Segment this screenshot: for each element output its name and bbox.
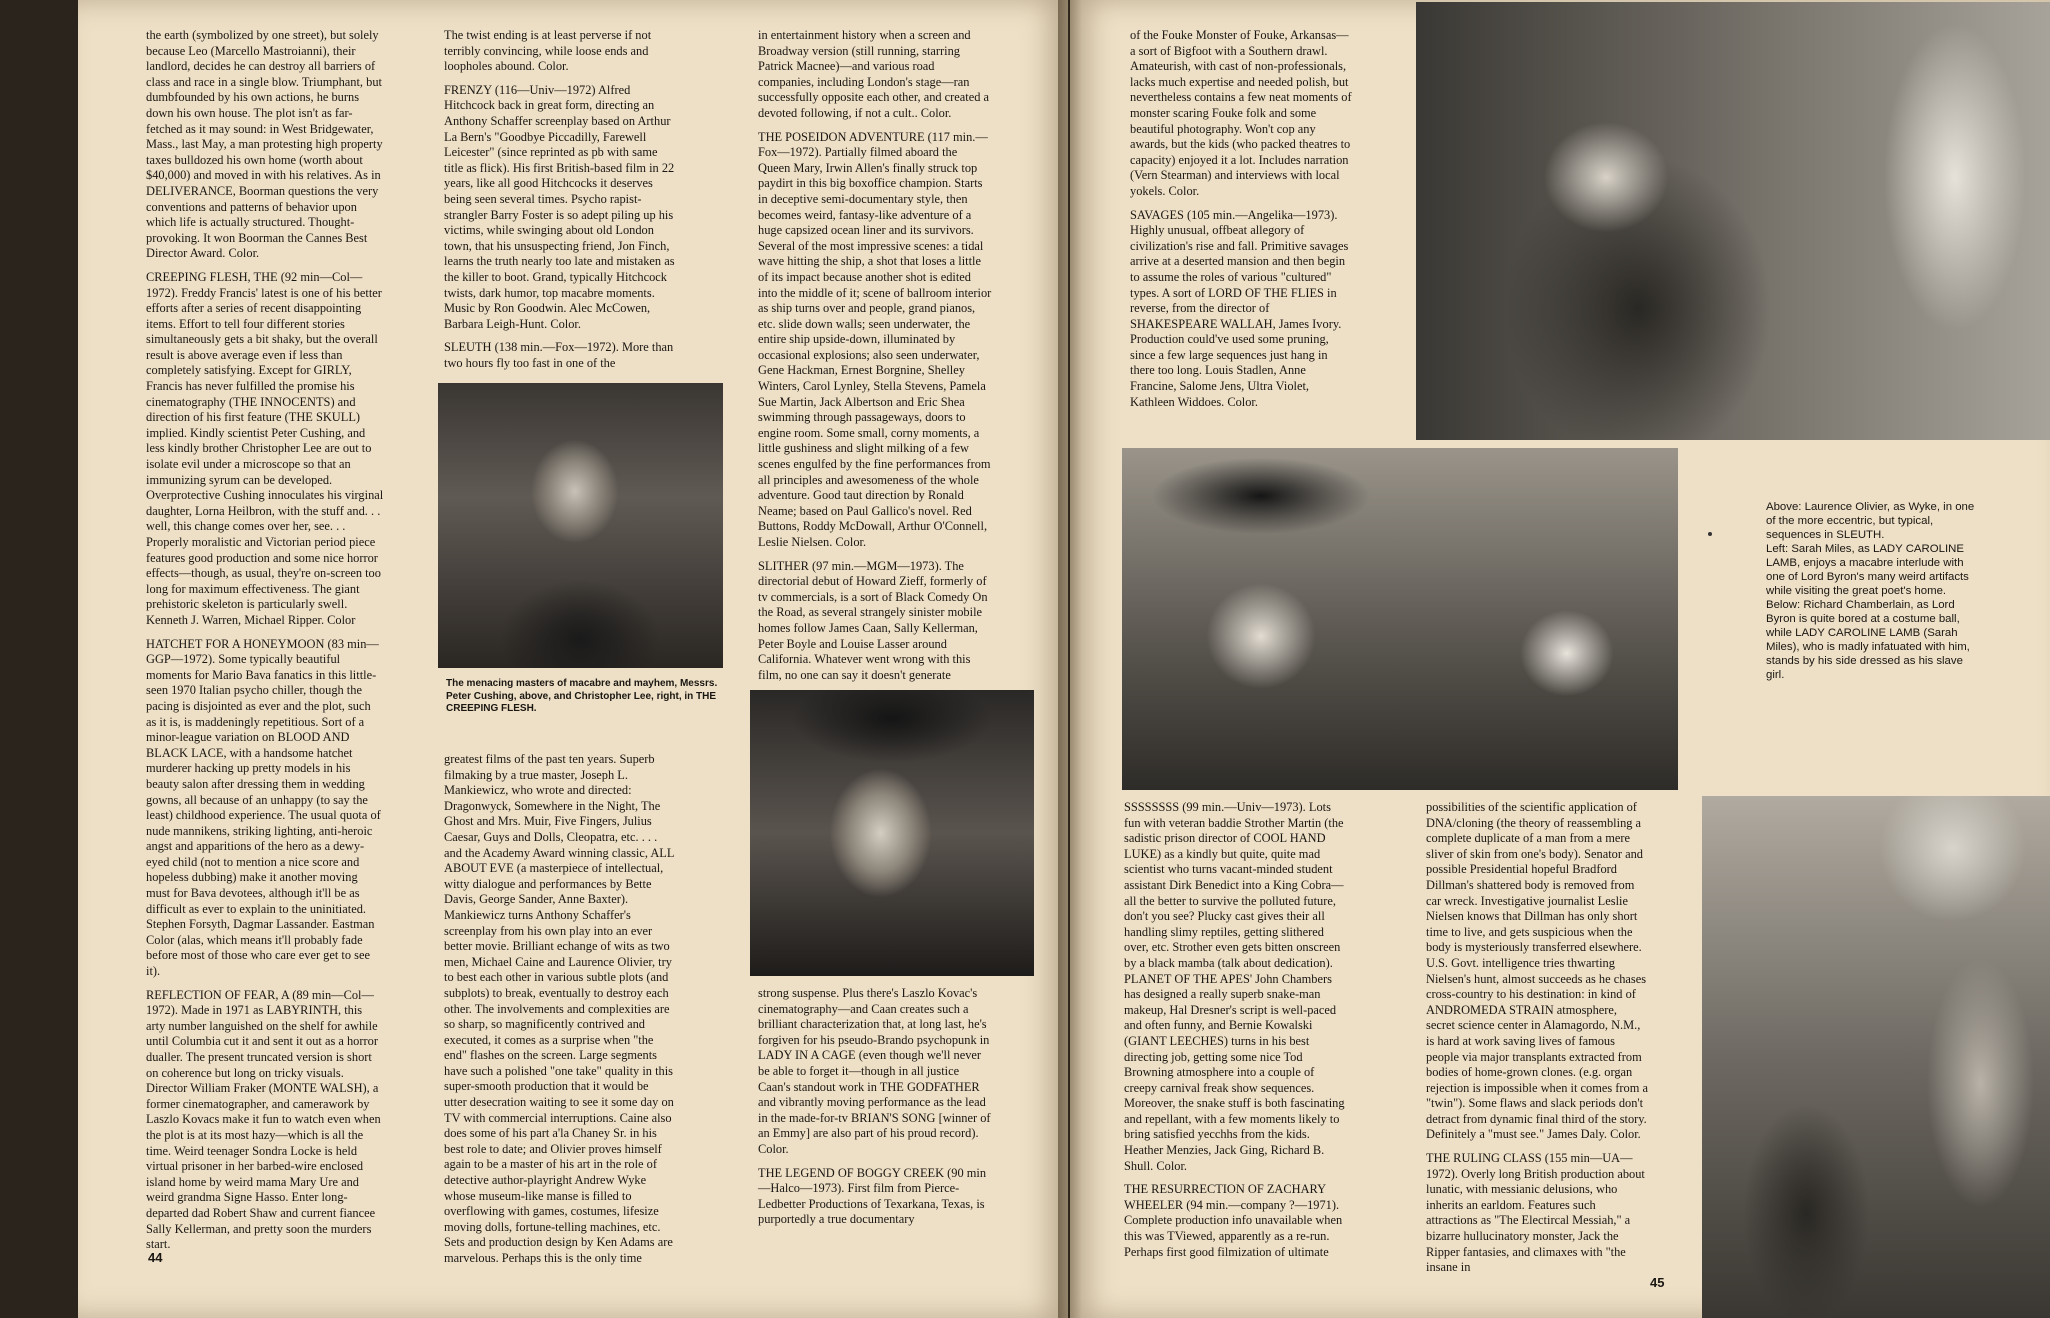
right-column-1-bottom — [1124, 800, 1346, 1268]
review-ruling-class: THE RULING CLASS (155 min—UA—1972). Overly long British production about lunatic, with messianic delusions, who inherits an earldom. Features such attractions as "The Electircal Messiah," a bizarre hullucinatory monster, Jack the Ripper fantasies, and climaxes with "the insane in — [1426, 1151, 1645, 1275]
review-ssssssss: SSSSSSSS (99 min.—Univ—1973). Lots fun with veteran baddie Strother Martin (the sadistic prison director of COOL HAND LUKE) as a kindly but quite, quite mad scientist who turns vacant-minded student assistant Dirk Benedict into a King Cobra—all the better to survive the polluted future, don't you see? Plucky cast gives their all handling slimy reptiles, getting slithered over, etc. Strother even gets bitten onscreen by a black mamba (talk about dedication). PLANET OF THE APES' John Chambers has designed a really superb snake-man makeup, Hal Dresner's script is well-paced and often funny, and Bernie Kowalski (GIANT LEECHES) turns in his best directing job, getting some nice Tod Browning atmosphere into a couple of creepy carnival freak show sequences. Moreover, the snake stuff is both fascinating and repellant, with a few moments likely to bring satisfied yecchhs from the kids. Heather Menzies, Jack Ging, Richard B. Shull. Color. — [1124, 800, 1345, 1173]
right-column-2-bottom — [1426, 800, 1648, 1284]
review-text: The twist ending is at least perverse if not terribly convincing, while loose ends and loopholes abound. Color. — [444, 28, 652, 74]
caption-above: Above: Laurence Olivier, as Wyke, in one of the more eccentric, but typical, sequences in SLEUTH. — [1766, 501, 1975, 541]
review-boggy-creek-continued: of the Fouke Monster of Fouke, Arkansas—a sort of Bigfoot with a Southern drawl. Amateurish, with cast of non-professionals, lacks much expertise and needed polish, but nevertheless contains a few neat moments of monster scaring Fouke folk and some beautiful photography. Won't cop any awards, but the kids (who packed theatres to capacity) enjoyed it a lot. Includes narration (Vern Stearman) and interviews with local yokels. Color. — [1130, 28, 1352, 198]
bullet-mark — [1708, 532, 1712, 536]
review-zachary-wheeler-continued: possibilities of the scientific application of DNA/cloning (the theory of reassembling a complete duplicate of a man from a mere sliver of skin from one's body). Senator and possible Presidential hopeful Bradford Dillman's shattered body is removed from car wreck. Investigative journalist Leslie Nielsen knows that Dillman has only short time to live, and gets suspicious when the body is mysteriously transferred elsewhere. U.S. Govt. intelligence tries thwarting Nielsen's hunt, almost succeeds as he chases cross-country to his destination: in kind of ANDROMEDA STRAIN atmosphere, secret science center in Alamagordo, N.M., is hard at work saving lives of famous people via major transplants extracted from bodies of home-grown clones. (e.g. organ rejection is impossible when it comes from a "twin"). Some flaws and slack periods don't detract from dynamic final third of the story. Definitely a "must see." James Daly. Color. — [1426, 800, 1648, 1142]
left-column-1 — [146, 28, 384, 1261]
left-column-2-bottom — [444, 752, 674, 1275]
page-number: 44 — [148, 1250, 163, 1265]
photo-laurence-olivier-sleuth — [1416, 2, 2050, 440]
photo-christopher-lee — [750, 690, 1034, 976]
review-frenzy: FRENZY (116—Univ—1972) Alfred Hitchcock back in great form, directing an Anthony Schaffer screenplay based on Arthur La Bern's "Goodbye Piccadilly, Farewell Leicester" (since reprinted as pb with same title as flick). His first British-based film in 22 years, like all good Hitchcocks it deserves being seen several times. Psycho rapist-strangler Barry Foster is so adept piling up his victims, while swinging about old London town, that his unsuspecting friend, Jon Finch, learns the truth nearly too late and mistaken as the killer to boot. Grand, typically Hitchcock twists, dark humor, top macabre moments. Music by Ron Goodwin. Alec McCowen, Barbara Leigh-Hunt. Color. — [444, 82, 675, 331]
review-reflection-of-fear: REFLECTION OF FEAR, A (89 min—Col—1972). Made in 1971 as LABYRINTH, this arty number languished on the shelf for awhile until Columbia cut it and sent it out as a horror dualler. The present truncated version is short on coherence but long on tricky visuals. Director William Fraker (MONTE WALSH), a former cinematographer, and camerawork by Laszlo Kovacs make it fun to watch even when the plot is at its most hazy—which is all the time. Weird teenager Sondra Locke is held virtual prisoner in her barbed-wire enclosed island home by weird mama Mary Ure and weird grandma Signe Hasso. Enter long-departed dad Robert Shaw and current fiancee Sally Kellerman, and pretty soon the murders start. — [146, 987, 381, 1252]
page-number: 45 — [1650, 1275, 1665, 1290]
review-slither: SLITHER (97 min.—MGM—1973). The directorial debut of Howard Zieff, formerly of tv commercials, is a sort of Black Comedy On the Road, as several strangely sinister mobile homes follow James Caan, Sally Kellerman, Peter Boyle and Louise Lasser around California. Whatever went wrong with this film, no one can say it doesn't generate — [758, 558, 988, 682]
review-sleuth-continued: greatest films of the past ten years. Superb filmaking by a true master, Joseph L. Mankiewicz, who wrote and directed: Dragonwyck, Somewhere in the Night, The Ghost and Mrs. Muir, Five Fingers, Julius Caesar, Guys and Dolls, Cleopatra, etc. . . . and the Academy Award winning classic, ALL ABOUT EVE (a masterpiece of intellectual, witty dialogue and performances by Bette Davis, George Sander, Anne Baxter). Mankiewicz turns Anthony Schaffer's screenplay from his own play into an ever better movie. Brilliant echange of wits as two men, Michael Caine and Laurence Olivier, try to best each other in various subtle plots (and subplots) to break, eventually to destroy each other. The involvements and complexities are so sharp, so magnificently contrived and executed, it comes as a surprise when "the end" flashes on the screen. Large segments have such a polished "one take" quality in this super-smooth production that it would be utter desecration waiting to see it some day on TV with commercial interruptions. Caine also does some of his part a'la Chaney Sr. in his best role to date; and Olivier proves himself again to be a master of his art in the role of detective author-playright Andrew Wyke whose museum-like manse is filled to overflowing with games, costumes, lifesize moving dolls, fortune-telling machines, etc. Sets and production design by Ken Adams are marvelous. Perhaps this is the only time — [444, 752, 674, 1265]
left-column-3-bottom — [758, 986, 992, 1236]
right-column-1-top — [1130, 28, 1352, 418]
photo-caption-side — [1766, 500, 1976, 682]
caption-below: Below: Richard Chamberlain, as Lord Byron is quite bored at a costume ball, while LADY CAROLINE LAMB (Sarah Miles), who is madly infatuated with him, stands by his side dressed as his slave girl. — [1766, 599, 1970, 681]
photo-caption-cushing-lee: The menacing masters of macabre and mayhem, Messrs. Peter Cushing, above, and Christopher Lee, right, in THE CREEPING FLESH. — [446, 678, 718, 714]
photo-peter-cushing — [438, 383, 723, 668]
left-column-3-top — [758, 28, 992, 691]
left-column-2-top — [444, 28, 676, 379]
left-page — [78, 0, 1068, 1318]
review-text: in entertainment history when a screen and Broadway version (still running, starring Patrick Macnee)—and various road companies, including London's stage—ran successfully opposite each other, and created a devoted following, if not a cult.. Color. — [758, 28, 990, 120]
review-resurrection-of-zachary-wheeler: THE RESURRECTION OF ZACHARY WHEELER (94 min.—company ?—1971). Complete production info unavailable when this was TViewed, apparently as a re-run. Perhaps first good filmization of ultimate — [1124, 1182, 1343, 1259]
right-page — [1070, 0, 2050, 1318]
review-savages: SAVAGES (105 min.—Angelika—1973). Highly unusual, offbeat allegory of civilization's rise and fall. Primitive savages arrive at a deserted mansion and then begin to assume the roles of various "cultured" types. A sort of LORD OF THE FLIES in reverse, from the director of SHAKESPEARE WALLAH, James Ivory. Production could've used some pruning, since a few large sequences just hang in there too long. Louis Stadlen, Anne Francine, Salome Jens, Ultra Violet, Kathleen Widdoes. Color. — [1130, 207, 1349, 409]
review-creeping-flesh: CREEPING FLESH, THE (92 min—Col—1972). Freddy Francis' latest is one of his better efforts after a series of recent disappointing items. Effort to tell four different stories simultaneously gets a bit shaky, but the overall result is above average even if less than completely satisfying. Except for GIRLY, Francis has never fulfilled the promise his cinematography (THE INNOCENTS) and direction of his first feature (THE SKULL) implied. Kindly scientist Peter Cushing, and less kindly brother Christopher Lee are out to isolate evil under a microscope so that an immunizing syrum can be developed. Overprotective Cushing innoculates his virginal daughter, Lorna Heilbron, with the stuff and. . . well, this change comes over her, see. . . Properly moralistic and Victorian period piece features good production and some nice horror effects—though, as usual, they're on-screen too long for maximum effectiveness. The giant prehistoric skeleton is particularly swell. Kenneth J. Warren, Michael Ripper. Color — [146, 269, 384, 627]
review-hatchet-for-a-honeymoon: HATCHET FOR A HONEYMOON (83 min—GGP—1972). Some typically beautiful moments for Mario Bava fanatics in this little-seen 1970 Italian psycho chiller, though the pacing is disjointed as ever and the plot, such as it is, is maddeningly repetitious. Sort of a minor-league variation on BLOOD AND BLACK LACE, with a handsome hatchet murderer hacking up pretty models in his beauty salon after dressing them in wedding gowns, all because of an unhappy (to say the least) childhood experience. The usual quota of nude mannikens, striking lighting, anti-heroic angst and apparitions of the hero as a dewy-eyed child (not to mention a nice score and hopeless dubbing) make it another moving must for Bava devotees, although it'll be as difficult as ever to explain to the uninitiated. Stephen Forsyth, Dagmar Lassander. Eastman Color (alas, which means it'll probably fade before most of those who care ever get to see it). — [146, 636, 381, 979]
caption-left: Left: Sarah Miles, as LADY CAROLINE LAMB, enjoys a macabre interlude with one of Lord Byron's many weird artifacts while visiting the great poet's home. — [1766, 543, 1969, 597]
photo-richard-chamberlain — [1702, 796, 2050, 1318]
review-sleuth-start: SLEUTH (138 min.—Fox—1972). More than two hours fly too fast in one of the — [444, 340, 674, 370]
review-slither-continued: strong suspense. Plus there's Laszlo Kovac's cinematography—and Caan creates such a brilliant characterization that, at long last, he's forgiven for his pseudo-Brando psychopunk in LADY IN A CAGE (even though we'll never be able to forget it—though in all justice Caan's standout work in THE GODFATHER and vibrantly moving performance as the lead in the made-for-tv BRIAN'S SONG [winner of an Emmy] are also part of his proud record). Color. — [758, 986, 991, 1156]
review-text: the earth (symbolized by one street), but solely because Leo (Marcello Mastroianni), their landlord, decides he can destroy all barriers of class and race in a single blow. Triumphant, but dumbfounded by his own actions, he burns down his own house. The plot isn't as far-fetched as it may sound: in West Bridgewater, Mass., last May, a man protesting high property taxes bulldozed his own home (worth about $40,000) and moved in with his relatives. As in DELIVERANCE, Boorman questions the very conventions and patterns of behavior upon which life is actually structured. Thought-provoking. It won Boorman the Cannes Best Director Award. Color. — [146, 28, 383, 261]
review-poseidon-adventure: THE POSEIDON ADVENTURE (117 min.—Fox—1972). Partially filmed aboard the Queen Mary, Irwin Allen's finally struck top paydirt in this big boxoffice champion. Starts in deceptive semi-documentary style, then becomes weird, fantasy-like adventure of a huge capsized ocean liner and its survivors. Several of the most impressive scenes: a tidal wave hitting the ship, a shot that loses a little of its impact because another shot is edited into the middle of it; scene of ballroom interior as ship turns over and people, grand pianos, etc. slide down walls; seen underwater, the entire ship upside-down, illuminated by occasional explosions; also seen underwater, Gene Hackman, Ernest Borgnine, Shelley Winters, Carol Lynley, Stella Stevens, Pamela Sue Martin, Jack Albertson and Eric Shea swimming through passageways, doors to engine room. Some small, corny moments, a little gushiness and slight milking of a few scenes engulfed by the fine performances from all principles and awesomeness of the whole adventure. Good taut direction by Ronald Neame; based on Paul Gallico's novel. Red Buttons, Roddy McDowall, Arthur O'Connell, Leslie Nielsen. Color. — [758, 129, 992, 549]
photo-sarah-miles — [1122, 448, 1678, 790]
review-legend-of-boggy-creek: THE LEGEND OF BOGGY CREEK (90 min—Halco—1973). First film from Pierce-Ledbetter Productions of Texarkana, Texas, is purportedly a true documentary — [758, 1165, 987, 1227]
book-spine — [1058, 0, 1082, 1318]
